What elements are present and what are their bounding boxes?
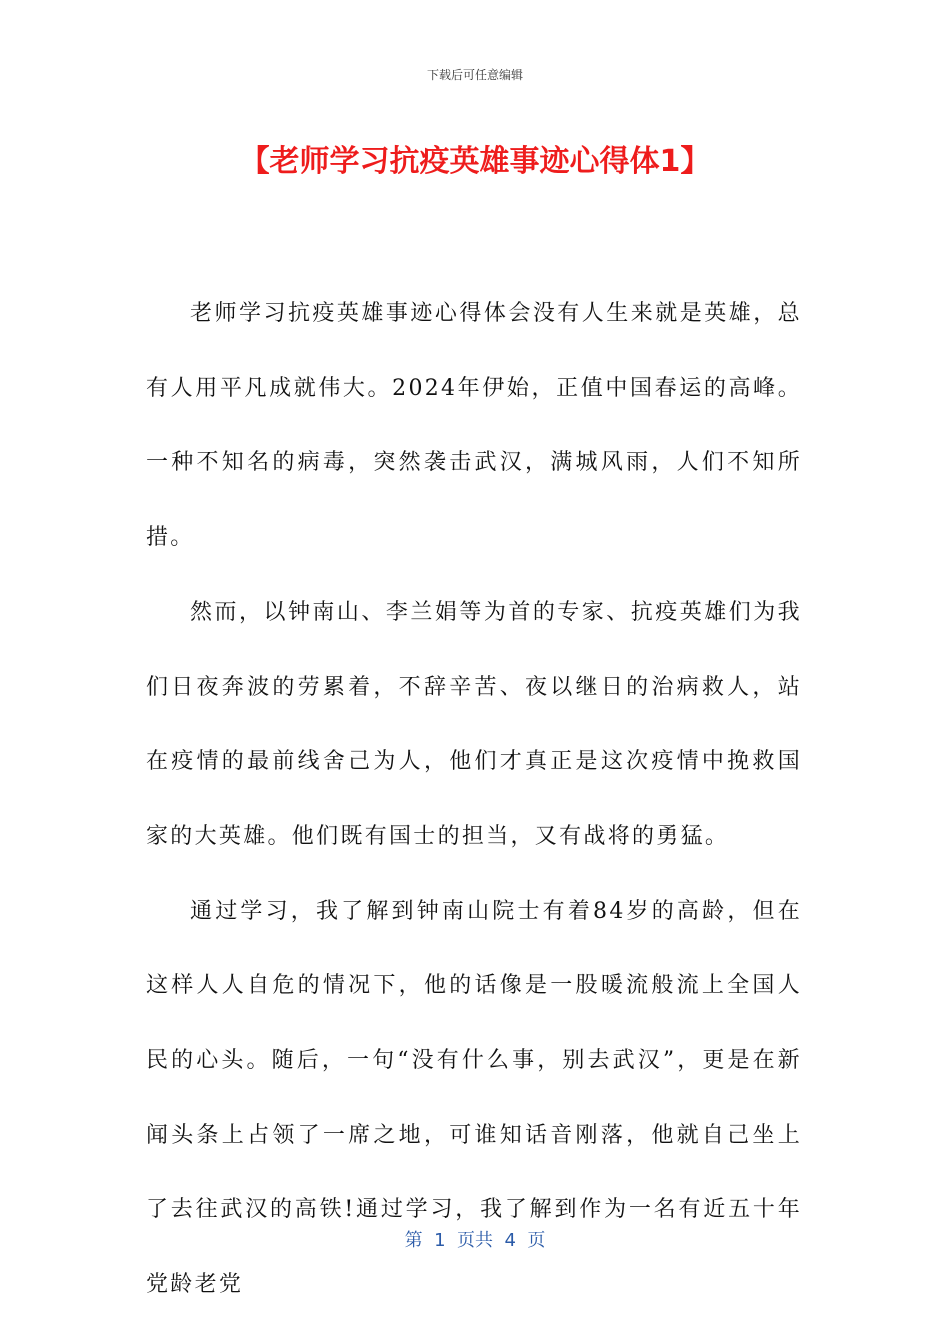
paragraph: 老师学习抗疫英雄事迹心得体会没有人生来就是英雄，总有人用平凡成就伟大。2024年伊始，正值中国春运的高峰。一种不知名的病毒，突然袭击武汉，满城风雨，人们不知所措。 <box>146 301 802 551</box>
paragraph: 通过学习，我了解到钟南山院士有着84岁的高龄，但在这样人人自危的情况下，他的话像是一股暖流般流上全国人民的心头。随后，一句“没有什么事，别去武汉”，更是在新闻头条上占领了一席之地，可谁知话音刚落，他就自己坐上了去往武汉的高铁!通过学习，我了解到作为一名有近五十年党龄老党 <box>146 898 802 1298</box>
header-note: 下载后可任意编辑 <box>426 68 523 82</box>
paragraph: 然而，以钟南山、李兰娟等为首的专家、抗疫英雄们为我们日夜奔波的劳累着，不辞辛苦、夜以继日的治病救人，站在疫情的最前线舍己为人，他们才真正是这次疫情中挽救国家的大英雄。他们既有国士的担当，又有战将的勇猛。 <box>146 599 802 849</box>
page-number-footer: 第 1 页共 4 页 <box>404 1230 546 1251</box>
document-body <box>146 277 802 1323</box>
document-title: 【老师学习抗疫英雄事迹心得体1】 <box>239 144 711 179</box>
